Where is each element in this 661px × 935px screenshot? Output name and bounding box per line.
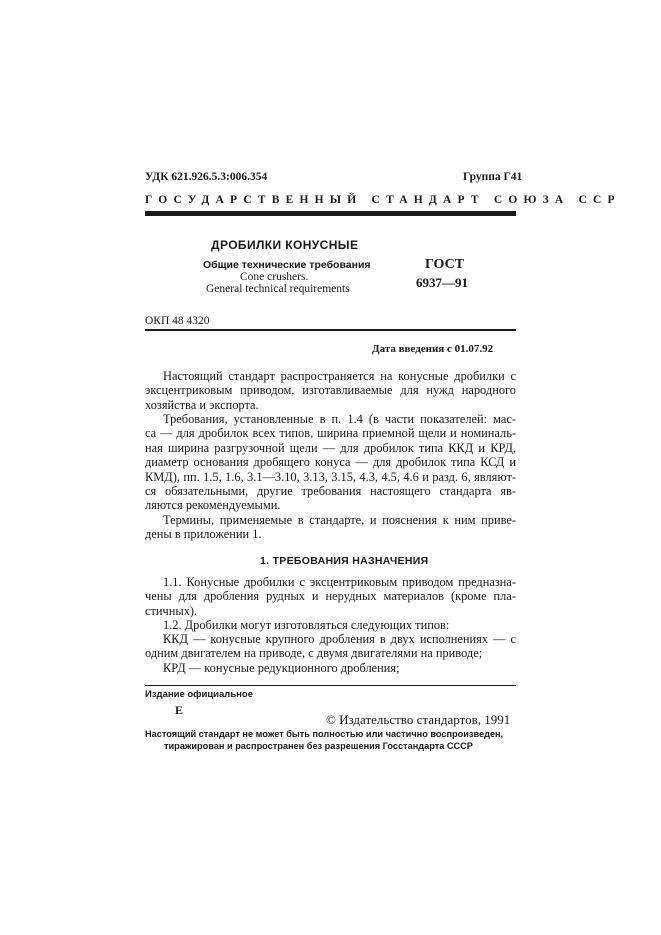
text-line: ККД — конусные крупного дробления в двух исполнениях — с xyxy=(163,632,516,646)
intro-date: Дата введения с 01.07.92 xyxy=(372,343,494,355)
text-line: са — для дробилок всех типов, ширина приемной щели и номиналь- xyxy=(145,426,516,441)
reproduction-notice-1: Настоящий стандарт не может быть полностью или частично воспроизведен, xyxy=(145,729,504,739)
okp-rule xyxy=(145,329,516,331)
text-line: Настоящий стандарт распространяется на конусные дробилки с xyxy=(163,369,516,383)
official-edition: Издание официальное xyxy=(145,689,253,700)
clause-1-2 xyxy=(145,618,516,632)
intro-paragraph-2 xyxy=(145,412,516,513)
intro-paragraph-1 xyxy=(145,369,516,412)
banner-rule xyxy=(145,211,516,216)
text-line: диаметр основания дробящего конуса — для дробилок типа КСД и xyxy=(145,455,516,470)
edition-letter: Е xyxy=(175,703,184,717)
group-code: Группа Г41 xyxy=(463,171,523,183)
okp-code: ОКП 48 4320 xyxy=(145,315,210,327)
reproduction-notice-2: тиражирован и распространен без разрешения Госстандарта СССР xyxy=(164,741,473,751)
subtitle-ru: Общие технические требования xyxy=(203,259,371,271)
footer-rule xyxy=(145,685,516,686)
text-line: ся обязательными, другие требования настоящего стандарта яв- xyxy=(145,484,516,499)
text-line: дены в приложении 1. xyxy=(145,527,262,542)
text-line: эксцентриковым приводом, изготавливаемые для нужд народного xyxy=(145,383,516,398)
text-line: 1.1. Конусные дробилки с эксцентриковым приводом предназна- xyxy=(163,575,516,589)
text-line: КРД — конусные редукционного дробления; xyxy=(163,661,400,675)
text-line: хозяйства и экспорта. xyxy=(145,397,259,412)
udk-code: УДК 621.926.5.3:006.354 xyxy=(145,171,268,183)
standard-banner: ГОСУДАРСТВЕННЫЙ СТАНДАРТ СОЮЗА ССР xyxy=(145,194,621,206)
text-line: чены для дробления рудных и нерудных материалов (кроме пла- xyxy=(145,589,516,604)
type-kkd xyxy=(145,632,516,661)
text-line: 1.2. Дробилки могут изготовляться следующих типов: xyxy=(163,618,450,632)
title-ru: ДРОБИЛКИ КОНУСНЫЕ xyxy=(211,238,359,252)
text-line: стичных). xyxy=(145,603,198,618)
subtitle-en: General technical requirements xyxy=(206,283,350,295)
text-line: ная ширина разгрузочной щели — для дробилок типа ККД и КРД, xyxy=(145,440,516,455)
clause-1-1 xyxy=(145,575,516,618)
intro-paragraph-3 xyxy=(145,513,516,542)
text-line: ляются рекомендуемыми. xyxy=(145,498,281,513)
gost-label: ГОСТ xyxy=(425,257,465,272)
text-line: Термины, применяемые в стандарте, и пояснения к ним приве- xyxy=(163,513,516,527)
text-line: одним двигателем на приводе, с двумя двигателями на приводе; xyxy=(145,646,483,661)
type-krd xyxy=(145,661,516,675)
text-line: КМД), пп. 1.5, 1.6, 3.1—3.10, 3.13, 3.15, 4.3, 4.5, 4.6 и разд. 6, являют- xyxy=(145,469,516,484)
text-line: Требования, установленные в п. 1.4 (в части показателей: мас- xyxy=(163,412,516,426)
gost-number: 6937—91 xyxy=(416,275,468,290)
copyright: © Издательство стандартов, 1991 xyxy=(326,712,511,727)
title-en: Cone crushers. xyxy=(240,271,309,283)
section-heading: 1. ТРЕБОВАНИЯ НАЗНАЧЕНИЯ xyxy=(260,555,429,567)
